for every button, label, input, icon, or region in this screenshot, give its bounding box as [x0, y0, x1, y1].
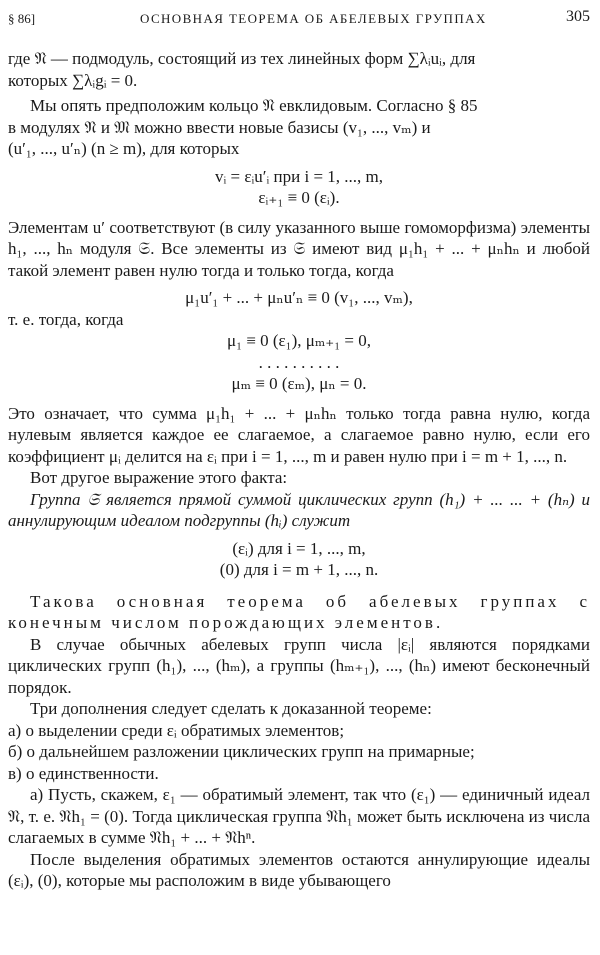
paragraph: В случае обычных абелевых групп числа |εᵢ| являются порядками циклических групп (h₁), ..., (hₘ), а группы (hₘ₊₁), ..., (hₙ) имеют бесконечный порядок.	[8, 634, 590, 697]
text-line: Три дополнения следует сделать к доказанной теореме:	[30, 699, 432, 718]
page-number: 305	[566, 8, 590, 25]
running-title: ОСНОВНАЯ ТЕОРЕМА ОБ АБЕЛЕВЫХ ГРУППАХ	[140, 11, 487, 26]
list-item: а) о выделении среди εᵢ обратимых элементов;	[8, 720, 345, 740]
formula: εᵢ₊₁ ≡ 0 (εᵢ).	[258, 188, 340, 207]
paragraph: Элементам u′ соответствуют (в силу указанного выше гомоморфизма) элементы h₁, ..., hₙ модуля 𝔖. Все элементы из 𝔖 имеют вид μ₁h₁ + ... + μₙhₙ и любой такой элемент равен нулю тогда и только тогда, когда	[8, 217, 590, 280]
text-line: где 𝔑 — подмодуль, состоящий из тех линейных форм ∑λᵢuᵢ, для	[8, 49, 476, 68]
formula: (0) для i = m + 1, ..., n.	[219, 560, 379, 579]
text-line: т. е. тогда, когда	[8, 309, 124, 329]
paragraph: Это означает, что сумма μ₁h₁ + ... + μₙhₙ только тогда равна нулю, когда нулевым является каждое ее слагаемое, а слагаемое равно нулю, если его коэффициент μᵢ делится на εᵢ при i = 1, ..., m и равен нулю при i = m + 1, ..., n.	[8, 403, 590, 466]
text-line: Мы опять предположим кольцо 𝔑 евклидовым. Согласно § 85	[30, 96, 478, 115]
text-line: которых ∑λᵢgᵢ = 0.	[8, 70, 138, 90]
theorem-statement: Группа 𝔖 является прямой суммой циклических групп (h₁) + ... ... + (hₙ) и аннулирующим идеалом подгруппы (hᵢ) служит	[8, 489, 590, 530]
text-line: (u′₁, ..., u′ₙ) (n ≥ m), для которых	[8, 139, 240, 158]
theorem-name: Такова основная теорема об абелевых группах с конечным числом порождающих элементов.	[8, 591, 590, 632]
paragraph: После выделения обратимых элементов остаются аннулирующие идеалы (εᵢ), (0), которые мы расположим в виде убывающего	[8, 849, 590, 890]
text-line: Вот другое выражение этого факта:	[30, 468, 288, 487]
section-ref: § 86]	[8, 11, 36, 26]
paragraph: а) Пусть, скажем, ε₁ — обратимый элемент, так что (ε₁) — единичный идеал 𝔑, т. е. 𝔑h₁ = (0). Тогда циклическая группа 𝔑h₁ может быть исключена из числа слагаемых в сумме 𝔑h₁ + ... + 𝔑hⁿ.	[8, 785, 590, 847]
formula: μ₁ ≡ 0 (ε₁), μₘ₊₁ = 0,	[226, 331, 372, 350]
formula: μ₁u′₁ + ... + μₙu′ₙ ≡ 0 (v₁, ..., vₘ),	[185, 288, 413, 307]
formula: μₘ ≡ 0 (εₘ), μₙ = 0.	[231, 374, 367, 393]
page-body	[8, 48, 590, 892]
text-line: в модулях 𝔑 и 𝔐 можно ввести новые базисы (v₁, ..., vₘ) и	[8, 117, 431, 137]
formula: (εᵢ) для i = 1, ..., m,	[232, 538, 366, 558]
formula: . . . . . . . . . .	[258, 352, 340, 372]
formula: vᵢ = εᵢu′ᵢ при i = 1, ..., m,	[214, 166, 384, 186]
list-item: б) о дальнейшем разложении циклических групп на примарные;	[8, 742, 475, 761]
page-header	[8, 8, 590, 32]
list-item: в) о единственности.	[8, 763, 159, 783]
